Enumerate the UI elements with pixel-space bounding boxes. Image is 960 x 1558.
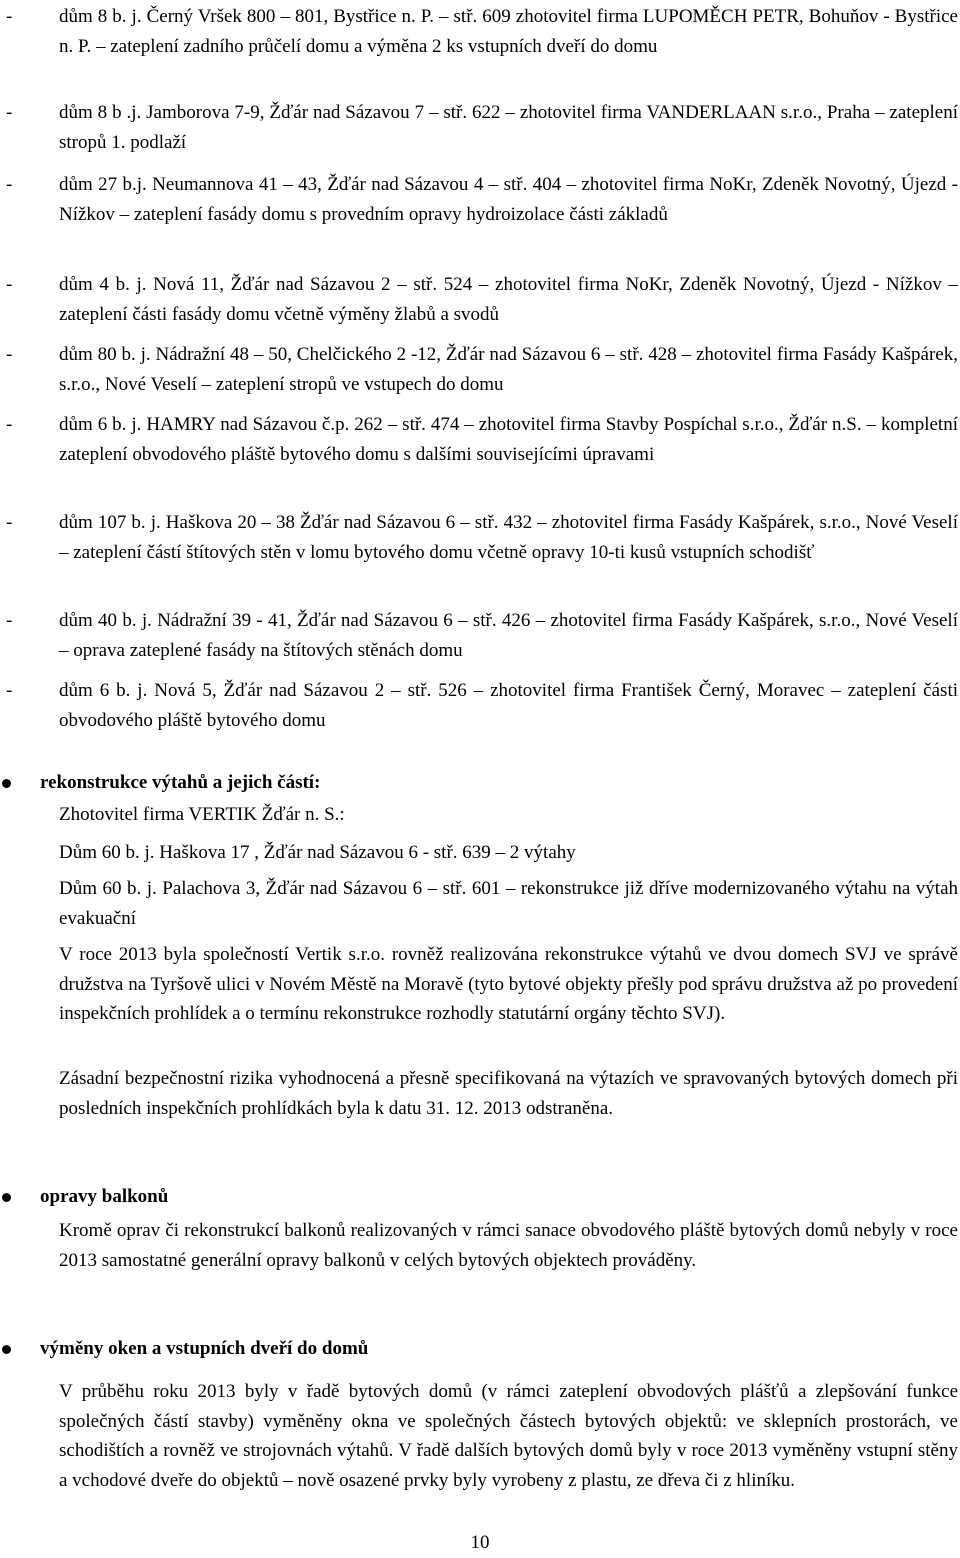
list-dash: - xyxy=(6,512,13,533)
list-item-text: dům 27 b.j. Neumannova 41 – 43, Žďár nad Sázavou 4 – stř. 404 – zhotovitel firma NoKr, Zdeněk Novotný, Újezd - Nížkov – zateplení fasády domu s provedním opravy hydroizolace části základů xyxy=(59,174,958,225)
list-item xyxy=(0,676,958,735)
list-item xyxy=(0,2,958,61)
lift-item: Dům 60 b. j. Palachova 3, Žďár nad Sázavou 6 – stř. 601 – rekonstrukce již dříve modernizovaného výtahu na výtah evakuační xyxy=(59,878,958,929)
list-item xyxy=(0,340,958,399)
list-dash: - xyxy=(6,102,13,123)
section-heading: rekonstrukce výtahů a jejich částí: xyxy=(40,772,321,793)
section-heading: výměny oken a vstupních dveří do domů xyxy=(40,1338,369,1359)
list-item-text: dům 8 b .j. Jamborova 7-9, Žďár nad Sázavou 7 – stř. 622 – zhotovitel firma VANDERLAAN s.r.o., Praha – zateplení stropů 1. podlaží xyxy=(59,102,958,153)
paragraph: Zásadní bezpečnostní rizika vyhodnocená a přesně specifikovaná na výtazích ve spravovaných bytových domech při posledních inspekčních prohlídkách byla k datu 31. 12. 2013 odstraněna. xyxy=(59,1068,958,1119)
paragraph: V roce 2013 byla společností Vertik s.r.o. rovněž realizována rekonstrukce výtahů ve dvou domech SVJ ve správě družstva na Tyršově ulici v Novém Městě na Moravě (tyto bytové objekty přešly pod správu družstva až po provedení inspekčních prohlídek a o termínu rekonstrukce rozhodly statutární orgány těchto SVJ). xyxy=(59,944,958,1024)
list-dash: - xyxy=(6,174,13,195)
lift-item: Dům 60 b. j. Haškova 17 , Žďár nad Sázavou 6 - stř. 639 – 2 výtahy xyxy=(59,842,576,863)
list-item-text: dům 40 b. j. Nádražní 39 - 41, Žďár nad Sázavou 6 – stř. 426 – zhotovitel firma Fasády Kašpárek, s.r.o., Nové Veselí – oprava zateplené fasády na štítových stěnách domu xyxy=(59,610,958,661)
paragraph: V průběhu roku 2013 byly v řadě bytových domů (v rámci zateplení obvodových plášťů a zlepšování funkce společných částí stavby) vyměněny okna ve společných částech bytových objektů: ve sklepních prostorách, ve schodištích a rovněž ve strojovnách výtahů. V řadě dalších bytových domů byly v roce 2013 vyměněny vstupní stěny a vchodové dveře do objektů – nově osazené prvky byly vyrobeny z plastu, ze dřeva či z hliníku. xyxy=(59,1381,958,1491)
list-item xyxy=(0,270,958,329)
bullet-icon xyxy=(2,1345,11,1354)
list-dash: - xyxy=(6,680,13,701)
list-item-text: dům 6 b. j. HAMRY nad Sázavou č.p. 262 – stř. 474 – zhotovitel firma Stavby Pospíchal s.r.o., Žďár n.S. – kompletní zateplení obvodového pláště bytového domu s dalšími souvisejícími úpravami xyxy=(59,414,958,465)
paragraph: Kromě oprav či rekonstrukcí balkonů realizovaných v rámci sanace obvodového pláště bytových domů nebyly v roce 2013 samostatné generální opravy balkonů v celých bytových objektech prováděny. xyxy=(59,1220,958,1271)
list-item xyxy=(0,606,958,665)
list-item-text: dům 4 b. j. Nová 11, Žďár nad Sázavou 2 – stř. 524 – zhotovitel firma NoKr, Zdeněk Novotný, Újezd - Nížkov – zateplení části fasády domu včetně výměny žlabů a svodů xyxy=(59,274,958,325)
list-dash: - xyxy=(6,610,13,631)
page-number: 10 xyxy=(470,1532,490,1553)
contractor-line: Zhotovitel firma VERTIK Žďár n. S.: xyxy=(59,804,345,825)
bullet-icon xyxy=(2,1193,11,1202)
list-dash: - xyxy=(6,344,13,365)
list-item xyxy=(0,170,958,229)
list-item-text: dům 107 b. j. Haškova 20 – 38 Žďár nad Sázavou 6 – stř. 432 – zhotovitel firma Fasády Kašpárek, s.r.o., Nové Veselí – zateplení částí štítových stěn v lomu bytového domu včetně opravy 10-ti kusů vstupních schodišť xyxy=(59,512,958,563)
bullet-icon xyxy=(2,779,11,788)
list-dash: - xyxy=(6,414,13,435)
list-item xyxy=(0,98,958,157)
section-heading: opravy balkonů xyxy=(40,1186,169,1207)
list-item-text: dům 80 b. j. Nádražní 48 – 50, Chelčického 2 -12, Žďár nad Sázavou 6 – stř. 428 – zhotovitel firma Fasády Kašpárek, s.r.o., Nové Veselí – zateplení stropů ve vstupech do domu xyxy=(59,344,958,395)
list-dash: - xyxy=(6,274,13,295)
list-item-text: dům 8 b. j. Černý Vršek 800 – 801, Bystřice n. P. – stř. 609 zhotovitel firma LUPOMĚCH PETR, Bohuňov - Bystřice n. P. – zateplení zadního průčelí domu a výměna 2 ks vstupních dveří do domu xyxy=(59,6,958,57)
list-item xyxy=(0,508,958,567)
list-dash: - xyxy=(6,6,13,27)
list-item xyxy=(0,410,958,469)
list-item-text: dům 6 b. j. Nová 5, Žďár nad Sázavou 2 – stř. 526 – zhotovitel firma František Černý, Moravec – zateplení části obvodového pláště bytového domu xyxy=(59,680,958,731)
